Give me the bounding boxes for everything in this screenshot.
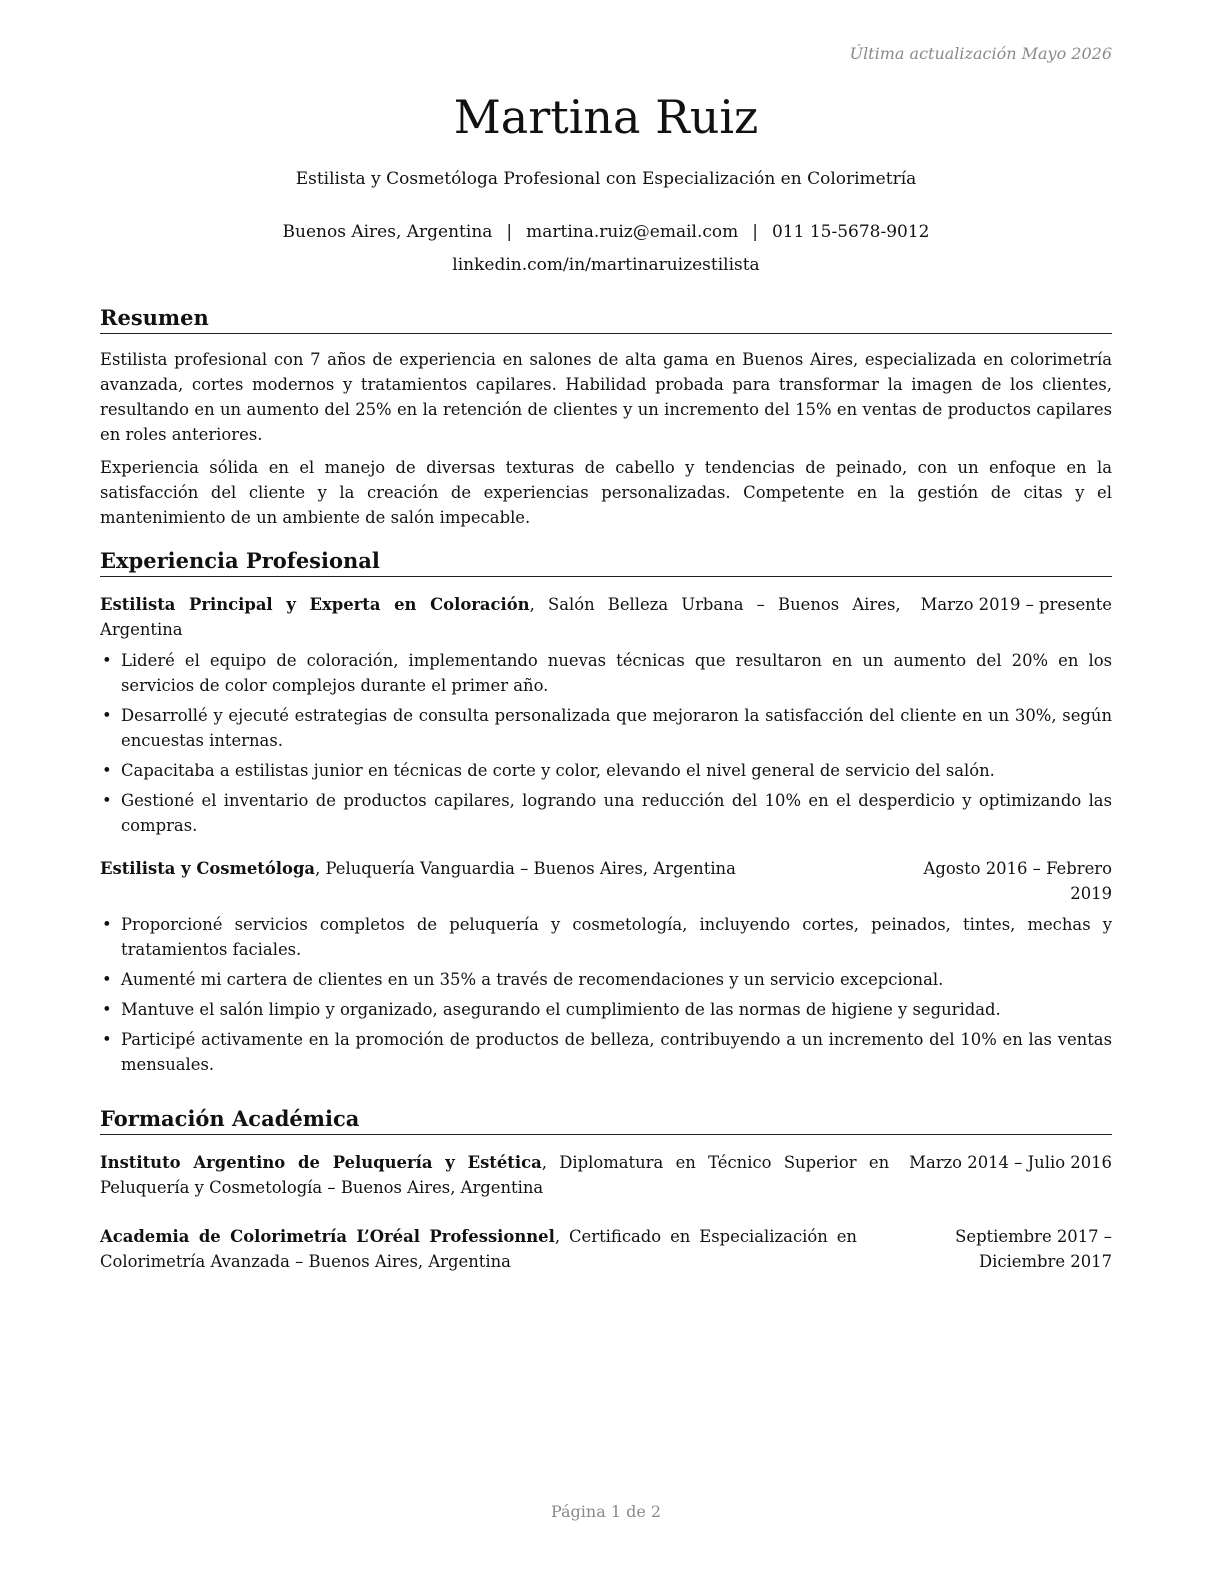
job-header (100, 592, 1112, 642)
summary-paragraph: Estilista profesional con 7 años de experiencia en salones de alta gama en Buenos Aires, especializada en colorimetría avanzada, cortes modernos y tratamientos capilares. Habilidad probada para transformar la imagen de los clientes, resultando en un aumento del 25% en la retención de clientes y un incremento del 15% en ventas de productos capilares en roles anteriores. (100, 350, 1112, 444)
professional-title: Estilista y Cosmetóloga Profesional con Especialización en Colorimetría (295, 169, 917, 189)
job-entry (100, 856, 1112, 1077)
email-link[interactable]: martina.ruiz@email.com (526, 222, 739, 242)
job-role: Estilista Principal y Experta en Coloración (100, 595, 530, 614)
education-title-line (100, 1150, 909, 1200)
resume-page (100, 0, 1112, 1584)
list-item: • Capacitaba a estilistas junior en técnicas de corte y color, elevando el nivel general de servicio del salón. (102, 761, 995, 780)
summary-paragraph: Experiencia sólida en el manejo de diversas texturas de cabello y tendencias de peinado, con un enfoque en la satisfacción del cliente y la creación de experiencias personalizadas. Competente en la gestión de citas y el mantenimiento de un ambiente de salón impecable. (100, 458, 1112, 527)
education-title-line (100, 1224, 877, 1274)
list-item: • Participé activamente en la promoción de productos de belleza, contribuyendo a un incremento del 10% en las ventas mensuales. (102, 1030, 1112, 1074)
bullet-text: Desarrollé y ejecuté estrategias de consulta personalizada que mejoraron la satisfacción del cliente en un 30%, según encuestas internas. (121, 706, 1112, 750)
job-title-line (100, 856, 877, 881)
bullet-text: Gestioné el inventario de productos capilares, logrando una reducción del 10% en el desperdicio y optimizando las compras. (121, 791, 1112, 835)
section-title-education: Formación Académica (100, 1106, 1112, 1135)
job-bullets (100, 648, 1112, 838)
location: Buenos Aires, Argentina (282, 222, 493, 242)
job-dates: Agosto 2016 – Febrero 2019 (923, 859, 1112, 903)
list-item: • Lideré el equipo de coloración, implementando nuevas técnicas que resultaron en un aumento del 20% en los servicios de color complejos durante el primer año. (102, 651, 1112, 695)
education-section (100, 1106, 1112, 1274)
contact-line (100, 219, 1112, 245)
degree: , Certificado en Especialización en Colorimetría Avanzada – Buenos Aires, Argentina (100, 1227, 857, 1271)
separator: | (506, 222, 513, 242)
last-updated: Última actualización Mayo 2026 (849, 44, 1112, 63)
job-place: , Salón Belleza Urbana – Buenos Aires, Argentina (100, 595, 901, 639)
separator: | (752, 222, 758, 242)
education-entry (100, 1150, 1112, 1200)
education-entry (100, 1224, 1112, 1274)
job-entry (100, 592, 1112, 838)
education-dates: Marzo 2014 – Julio 2016 (909, 1153, 1112, 1172)
bullet-text: Participé activamente en la promoción de productos de belleza, contribuyendo a un incremento del 10% en las ventas mensuales. (121, 1030, 1112, 1074)
summary-section (100, 305, 1112, 530)
page-number: Página 1 de 2 (550, 1502, 662, 1521)
list-item: • Proporcioné servicios completos de peluquería y cosmetología, incluyendo cortes, peinados, tintes, mechas y tratamientos faciales. (102, 915, 1112, 959)
bullet-text: Capacitaba a estilistas junior en técnicas de corte y color, elevando el nivel general de servicio del salón. (121, 761, 995, 780)
bullet-text: Aumenté mi cartera de clientes en un 35% a través de recomendaciones y un servicio excepcional. (121, 970, 944, 989)
job-bullets (100, 912, 1112, 1077)
degree: , Diplomatura en Técnico Superior en Peluquería y Cosmetología – Buenos Aires, Argentina (100, 1153, 890, 1197)
list-item: • Aumenté mi cartera de clientes en un 35% a través de recomendaciones y un servicio excepcional. (102, 970, 944, 989)
job-title-line (100, 592, 921, 642)
section-title-summary: Resumen (100, 305, 1112, 334)
job-header (100, 856, 1112, 906)
bullet-text: Mantuve el salón limpio y organizado, asegurando el cumplimiento de las normas de higiene y seguridad. (121, 1000, 1001, 1019)
list-item: • Desarrollé y ejecuté estrategias de consulta personalizada que mejoraron la satisfacción del cliente en un 30%, según encuestas internas. (102, 706, 1112, 750)
institution: Academia de Colorimetría L’Oréal Professionnel (100, 1227, 555, 1246)
candidate-name: Martina Ruiz (453, 90, 759, 144)
institution: Instituto Argentino de Peluquería y Estética (100, 1153, 542, 1172)
linkedin-link[interactable]: linkedin.com/in/martinaruizestilista (452, 255, 760, 275)
job-place: , Peluquería Vanguardia – Buenos Aires, Argentina (315, 859, 736, 878)
phone: 011 15-5678-9012 (771, 222, 930, 242)
bullet-text: Lideré el equipo de coloración, implementando nuevas técnicas que resultaron en un aumento del 20% en los servicios de color complejos durante el primer año. (121, 651, 1112, 695)
section-title-experience: Experiencia Profesional (100, 548, 1112, 577)
job-dates: Marzo 2019 – presente (920, 595, 1112, 614)
experience-section (100, 548, 1112, 1082)
list-item: • Gestioné el inventario de productos capilares, logrando una reducción del 10% en el desperdicio y optimizando las compras. (102, 791, 1112, 835)
education-dates: Septiembre 2017 – Diciembre 2017 (955, 1227, 1112, 1271)
list-item: • Mantuve el salón limpio y organizado, asegurando el cumplimiento de las normas de higiene y seguridad. (102, 1000, 1001, 1019)
bullet-text: Proporcioné servicios completos de peluquería y cosmetología, incluyendo cortes, peinados, tintes, mechas y tratamientos faciales. (121, 915, 1112, 959)
job-role: Estilista y Cosmetóloga (100, 859, 316, 878)
